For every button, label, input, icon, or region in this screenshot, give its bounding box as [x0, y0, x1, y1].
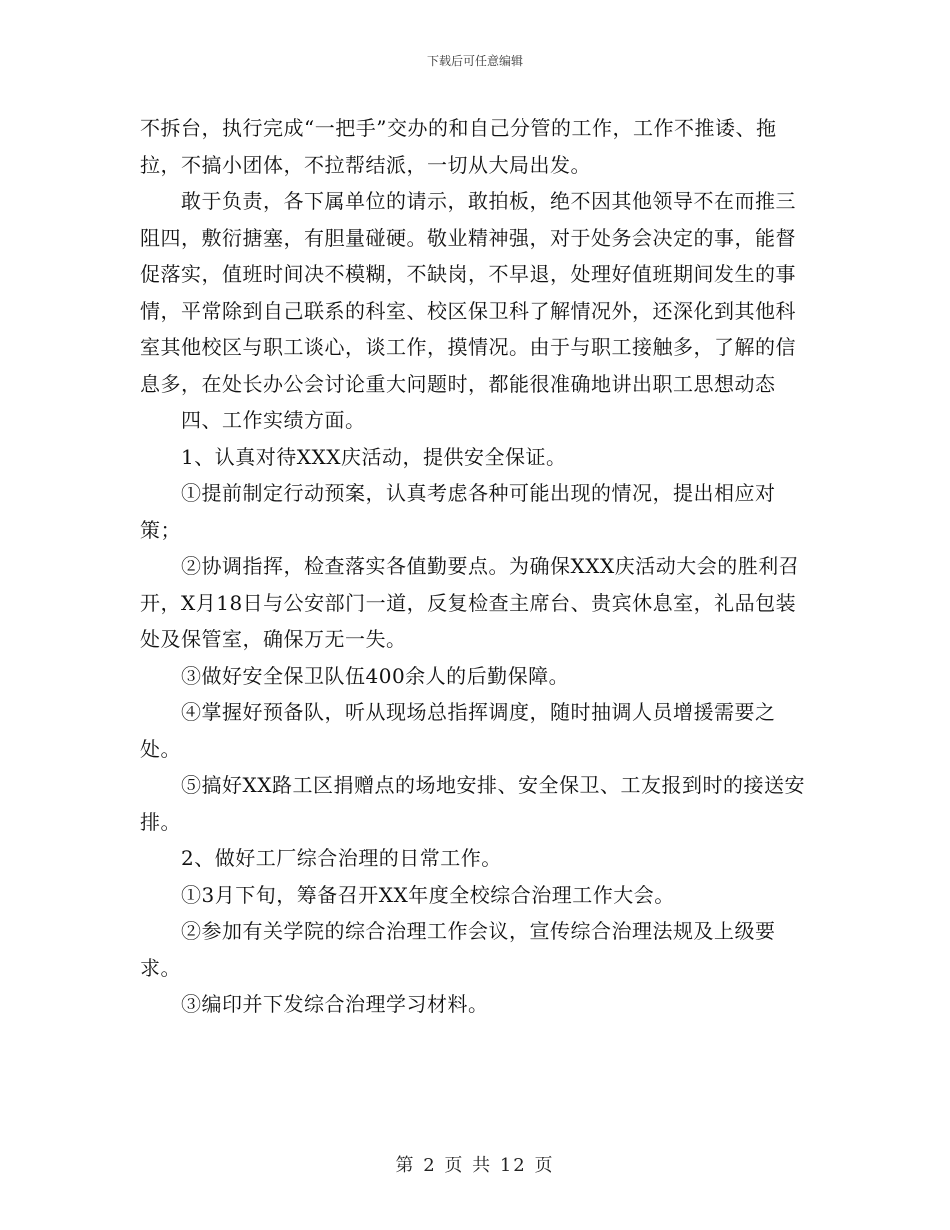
- list-item: ①提前制定行动预案，认真考虑各种可能出现的情况，提出相应对策；: [140, 481, 776, 542]
- list-item: ①3月下旬，筹备召开XX年度全校综合治理工作大会。: [181, 882, 675, 907]
- section-heading: 四、工作实绩方面。: [181, 408, 366, 432]
- list-item: ⑤搞好XX路工区捐赠点的场地安排、安全保卫、工友报到时的接送安排。: [140, 773, 805, 834]
- list-item: ②参加有关学院的综合治理工作会议，宣传综合治理法规及上级要求。: [140, 919, 776, 980]
- list-item: ③编印并下发综合治理学习材料。: [181, 992, 489, 1016]
- list-item: ③做好安全保卫队伍400余人的后勤保障。: [181, 663, 570, 688]
- paragraph: 敢于负责，各下属单位的请示，敢拍板，绝不因其他领导不在而推三阻四，敷衍搪塞，有胆量碰硬。敬业精神强，对于处务会决定的事，能督促落实，值班时间决不模糊，不缺岗，不早退，处理好值班期间发生的事情，平常除到自己联系的科室、校区保卫科了解情况外，还深化到其他科室其他校区与职工谈心，谈工作，摸情况。由于与职工接触多，了解的信息多，在处长办公会讨论重大问题时，都能很准确地讲出职工思想动态: [140, 189, 796, 396]
- page-header: 下载后可任意编辑: [426, 54, 523, 68]
- page-number: 第 2 页 共 12 页: [395, 1155, 555, 1176]
- sub-heading: 2、做好工厂综合治理的日常工作。: [181, 846, 502, 870]
- sub-heading: 1、认真对待XXX庆活动，提供安全保证。: [181, 444, 567, 469]
- list-item: ②协调指挥，检查落实各值勤要点。为确保XXX庆活动大会的胜利召开，X月18日与公安部门一道，反复检查主席台、贵宾休息室，礼品包装处及保管室，确保万无一失。: [140, 554, 800, 651]
- paragraph: 不拆台，执行完成“一把手”交办的和自己分管的工作，工作不推诿、拖拉，不搞小团体，不拉帮结派，一切从大局出发。: [140, 116, 777, 177]
- document-body: [140, 110, 812, 1023]
- list-item: ④掌握好预备队，听从现场总指挥调度，随时抽调人员增援需要之处。: [140, 700, 776, 761]
